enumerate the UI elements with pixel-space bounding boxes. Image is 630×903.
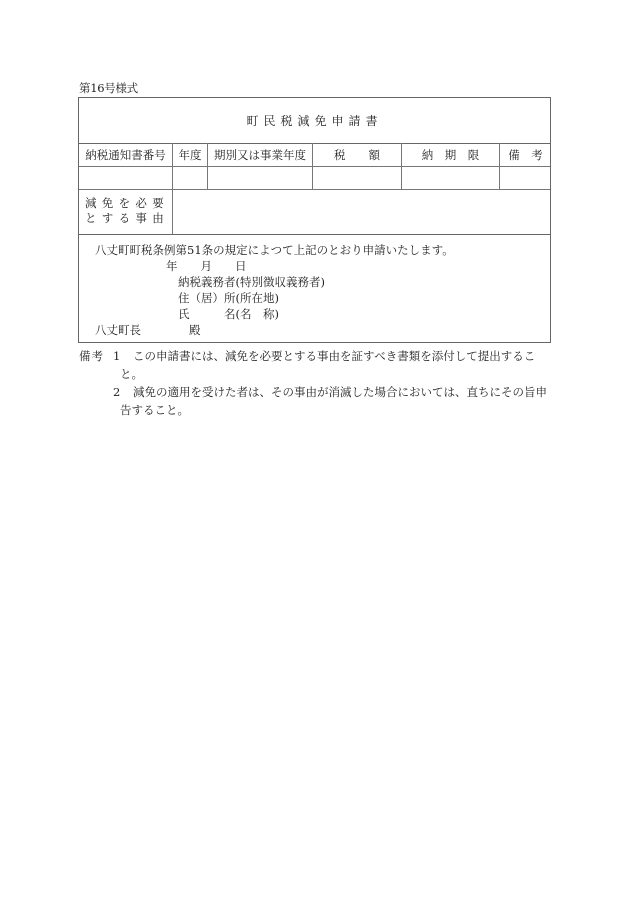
header-period: 期別又は事業年度: [208, 143, 313, 166]
note-text-line1: 減免の適用を受けた者は、その事由が消滅した場合においては、直ちにその旨申: [133, 385, 547, 399]
notice-number-field[interactable]: [79, 166, 173, 189]
tax-amount-field[interactable]: [313, 166, 402, 189]
note-text-line1: この申請書には、減免を必要とする事由を証すべき書類を添付して提出するこ: [133, 349, 536, 363]
remarks-field[interactable]: [500, 166, 551, 189]
application-statement: 八丈町町税条例第51条の規定によつて上記のとおり申請いたします。: [95, 243, 454, 257]
reason-field[interactable]: [173, 189, 550, 234]
application-date: 年 月 日: [166, 259, 247, 273]
reason-row: [79, 189, 550, 235]
taxpayer-label: 納税義務者(特別徴収義務者): [178, 275, 325, 289]
header-remarks: 備 考: [508, 147, 543, 162]
note-number: 1: [113, 349, 121, 363]
header-due-date: 納 期 限: [402, 143, 500, 166]
note-text-line2: と。: [120, 367, 143, 381]
application-form: [78, 97, 551, 343]
fiscal-year-field[interactable]: [173, 166, 208, 189]
address-label: 住（居）所(所在地): [178, 291, 279, 305]
application-body: [79, 234, 550, 343]
reason-label-line1: 減免を必要: [85, 196, 169, 210]
table-row: [79, 166, 550, 190]
honorific: 殿: [189, 323, 201, 337]
due-date-field[interactable]: [402, 166, 500, 189]
reason-label-line2: とする事由: [85, 211, 169, 225]
reason-label: [79, 189, 173, 234]
period-field[interactable]: [208, 166, 313, 189]
table-header-row: [79, 143, 550, 167]
name-label: 氏 名(名 称): [178, 307, 279, 321]
notes-label: 備考: [79, 349, 104, 363]
addressee: 八丈町長: [95, 323, 141, 337]
header-tax-amount: 税 額: [313, 143, 402, 166]
header-notice-number: 納税通知書番号: [79, 143, 173, 166]
form-number: 第16号様式: [79, 81, 138, 95]
note-number: 2: [113, 385, 121, 399]
header-fiscal-year: 年度: [173, 143, 208, 166]
form-title: 町民税減免申請書: [79, 98, 550, 144]
note-text-line2: 告すること。: [120, 403, 189, 417]
